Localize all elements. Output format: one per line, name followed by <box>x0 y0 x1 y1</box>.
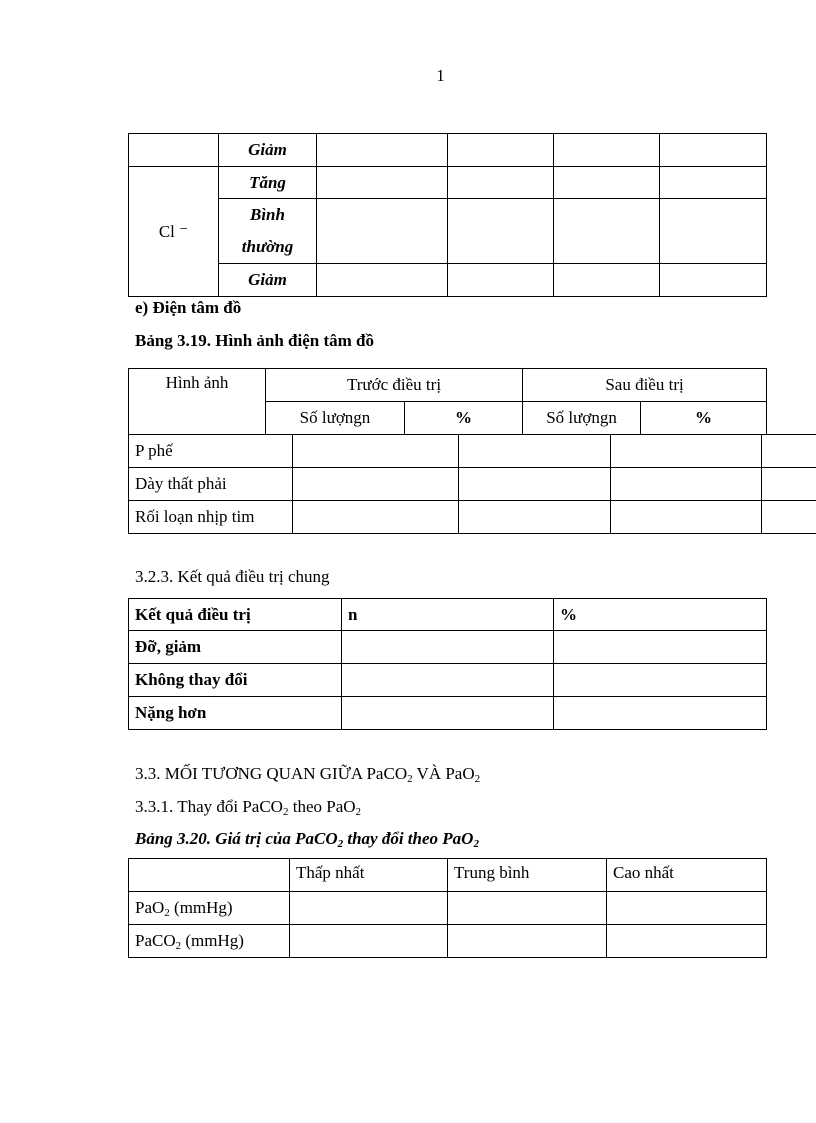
cl-table-cell <box>554 134 660 167</box>
correlation-cell <box>290 925 448 958</box>
cl-table-cell <box>317 199 448 264</box>
correlation-col-min: Thấp nhất <box>290 859 448 892</box>
cl-table-cell <box>448 264 554 297</box>
ecg-cell <box>459 435 611 468</box>
correlation-cell <box>607 892 767 925</box>
cl-row-label: Tăng <box>219 167 317 199</box>
correlation-row-paco2: PaCO$_2$ (mmHg) <box>129 925 290 958</box>
ecg-row-label: Dày thất phải <box>129 468 293 501</box>
ecg-sub-percent: % <box>641 402 767 435</box>
correlation-cell <box>129 859 290 892</box>
cl-table-cell <box>317 167 448 199</box>
page-number: 1 <box>436 66 445 85</box>
cl-row-label: Bình thường <box>219 199 317 264</box>
result-col-result: Kết quả điều trị <box>129 599 342 631</box>
ecg-cell <box>611 468 762 501</box>
result-cell <box>342 664 554 697</box>
cl-table-cell <box>660 199 767 264</box>
correlation-col-mean: Trung bình <box>448 859 607 892</box>
ecg-header-after: Sau điều trị <box>523 369 767 402</box>
ecg-cell <box>611 501 762 534</box>
cl-table-cell <box>317 134 448 167</box>
correlation-cell <box>448 892 607 925</box>
correlation-subheading: 3.3.1. Thay đổi PaCO$_2$ theo PaO$_2$ <box>135 797 362 818</box>
ecg-row-label: P phế <box>129 435 293 468</box>
cl-table-cell <box>448 167 554 199</box>
ecg-cell <box>611 435 762 468</box>
cl-table-cell <box>660 167 767 199</box>
ecg-sub-percent: % <box>405 402 523 435</box>
ecg-cell <box>762 468 816 501</box>
correlation-cell <box>448 925 607 958</box>
result-cell <box>554 631 767 664</box>
cl-table-cell <box>554 264 660 297</box>
ecg-header-table <box>128 368 767 435</box>
ecg-cell <box>293 468 459 501</box>
ecg-sub-count: Số lượngn <box>523 402 641 435</box>
correlation-row-pao2: PaO$_2$ (mmHg) <box>129 892 290 925</box>
ecg-header-before: Trước điều trị <box>266 369 523 402</box>
cl-table <box>128 133 767 297</box>
correlation-col-max: Cao nhất <box>607 859 767 892</box>
correlation-cell <box>290 892 448 925</box>
ecg-body-table <box>128 434 816 534</box>
ecg-table-caption: Bảng 3.19. Hình ảnh điện tâm đồ <box>135 331 375 350</box>
cl-table-cell <box>129 134 219 167</box>
ecg-header-image: Hình ảnh <box>129 369 266 435</box>
ecg-cell <box>762 435 816 468</box>
result-row-label: Không thay đổi <box>129 664 342 697</box>
cl-row-label: Giảm <box>219 264 317 297</box>
result-cell <box>554 697 767 730</box>
cl-table-cell <box>660 264 767 297</box>
result-col-percent: % <box>554 599 767 631</box>
correlation-table-caption: Bảng 3.20. Giá trị của PaCO$_2$ thay đổi theo PaO$_2$ <box>135 829 479 850</box>
cl-table-cell <box>448 199 554 264</box>
result-table <box>128 598 767 730</box>
cl-table-cell <box>554 199 660 264</box>
result-col-n: n <box>342 599 554 631</box>
result-cell <box>342 697 554 730</box>
result-heading: 3.2.3. Kết quả điều trị chung <box>135 567 330 586</box>
ecg-cell <box>293 501 459 534</box>
ecg-cell <box>459 468 611 501</box>
cl-ion-label: Cl ⁻ <box>129 167 219 297</box>
cl-table-cell <box>554 167 660 199</box>
cl-row-label: Giảm <box>219 134 317 167</box>
cl-table-cell <box>448 134 554 167</box>
ecg-row-label: Rối loạn nhịp tim <box>129 501 293 534</box>
cl-table-cell <box>317 264 448 297</box>
result-cell <box>342 631 554 664</box>
ecg-heading: e) Điện tâm đồ <box>135 298 242 317</box>
correlation-table <box>128 858 767 958</box>
cl-table-cell <box>660 134 767 167</box>
correlation-heading: 3.3. MỐI TƯƠNG QUAN GIỮA PaCO$_2$ VÀ PaO$_2$ <box>135 764 481 785</box>
ecg-cell <box>762 501 816 534</box>
ecg-cell <box>459 501 611 534</box>
correlation-cell <box>607 925 767 958</box>
result-row-label: Nặng hơn <box>129 697 342 730</box>
ecg-sub-count: Số lượngn <box>266 402 405 435</box>
ecg-cell <box>293 435 459 468</box>
result-cell <box>554 664 767 697</box>
result-row-label: Đỡ, giảm <box>129 631 342 664</box>
